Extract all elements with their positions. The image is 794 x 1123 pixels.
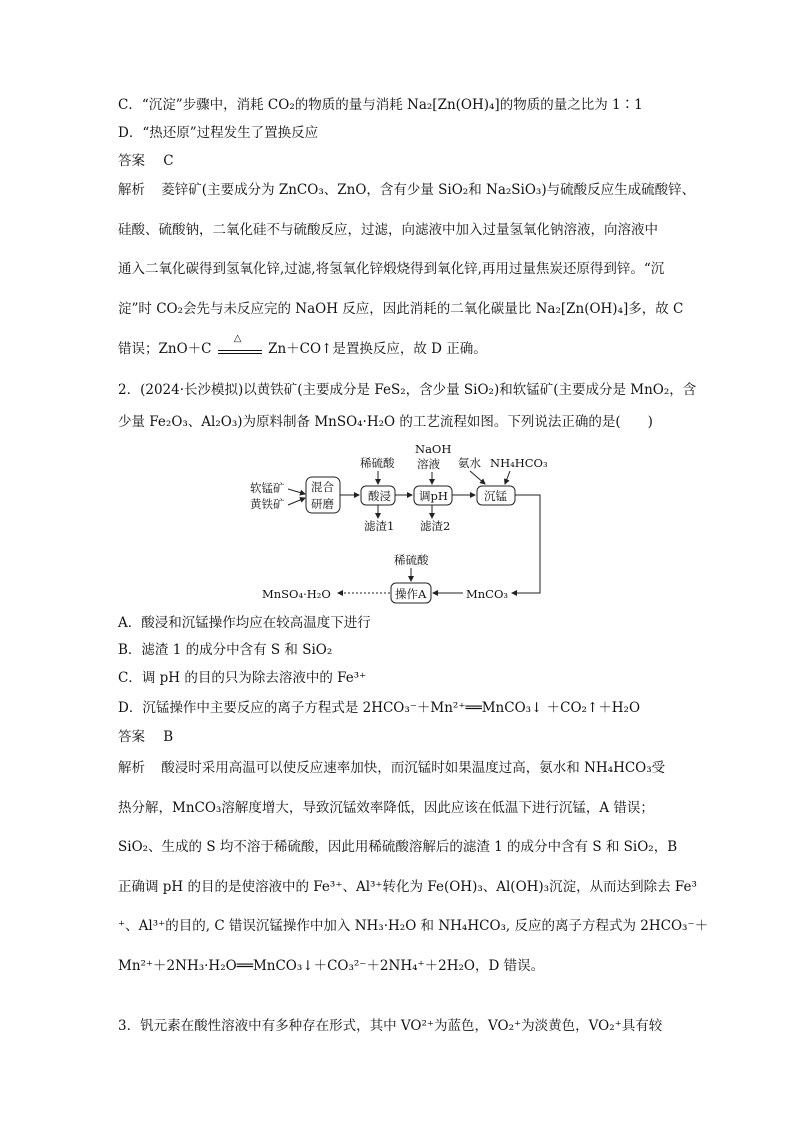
q3-stem-line: 3．钒元素在酸性溶液中有多种存在形式，其中 VO²⁺为蓝色，VO₂⁺为淡黄色，VO₂⁺具有较: [118, 1018, 663, 1034]
q2-analysis-line: SiO₂、生成的 S 均不溶于稀硫酸，因此用稀硫酸溶解后的滤渣 1 的成分中含有 S 和 SiO₂，B: [118, 839, 678, 855]
q1-answer: [118, 153, 174, 169]
q1-analysis-line-equation: 错误；ZnO＋C △ Zn＋CO↑是置换反应，故 D 正确。: [118, 332, 487, 357]
analysis-label: 解析: [118, 182, 145, 198]
process-flow-diagram: [0, 438, 794, 608]
reagent-naoh-solution: 溶液: [417, 457, 440, 471]
q1-analysis-line: 淀”时 CO₂会先与未反应完的 NaOH 反应，因此消耗的二氧化碳量比 Na₂[Zn(OH)₄]多，故 C: [118, 301, 684, 317]
q2-analysis-line: 解析 酸浸时采用高温可以使反应速率加快，而沉锰时如果温度过高，氨水和 NH₄HCO₃受: [118, 760, 666, 776]
intermediate-mnco3: MnCO₃: [466, 587, 509, 601]
input-pyrite: 黄铁矿: [250, 497, 285, 511]
answer-label: 答案: [118, 729, 145, 745]
answer-label: 答案: [118, 153, 145, 169]
box-mix-grind-line2: 研磨: [311, 497, 334, 511]
q1-analysis-line: 通入二氧化碳得到氢氧化锌,过滤,将氢氧化锌煅烧得到氧化锌,再用过量焦炭还原得到锌。“沉: [118, 261, 665, 277]
q2-option-a: A．酸浸和沉锰操作均应在较高温度下进行: [118, 615, 371, 631]
triangle-icon: △: [233, 332, 242, 344]
q2-analysis-line: 正确调 pH 的目的是使溶液中的 Fe³⁺、Al³⁺转化为 Fe(OH)₃、Al(OH)₃沉淀，从而达到除去 Fe³: [118, 879, 697, 895]
residue-1: 滤渣1: [364, 519, 395, 533]
q2-option-c: C．调 pH 的目的只为除去溶液中的 Fe³⁺: [118, 670, 367, 686]
input-soft-manganese-ore: 软锰矿: [250, 481, 285, 495]
reagent-dilute-h2so4-2: 稀硫酸: [394, 553, 429, 567]
q2-analysis-line: 热分解，MnCO₃溶解度增大，导致沉锰效率降低，因此应该在低温下进行沉锰，A 错误；: [118, 800, 654, 816]
q2-stem-line: 少量 Fe₂O₃、Al₂O₃)为原料制备 MnSO₄·H₂O 的工艺流程如图。下列说法正确的是( ): [118, 414, 653, 430]
q1-analysis-line: 硅酸、硫酸钠，二氧化硅不与硫酸反应，过滤，向滤液中加入过量氢氧化钠溶液，向溶液中: [118, 222, 658, 238]
q2-answer: [118, 729, 173, 745]
reagent-ammonia: 氨水: [458, 456, 481, 470]
q1-analysis-line: 解析 菱锌矿(主要成分为 ZnCO₃、ZnO，含有少量 SiO₂和 Na₂SiO₃)与硫酸反应生成硫酸锌、: [118, 182, 696, 198]
q2-analysis-line: Mn²⁺＋2NH₃·H₂O══MnCO₃↓＋CO₃²⁻＋2NH₄⁺＋2H₂O，D 错误。: [118, 958, 545, 974]
q2-analysis-line: ⁺、Al³⁺的目的, C 错误沉锰操作中加入 NH₃·H₂O 和 NH₄HCO₃, 反应的离子方程式为 2HCO₃⁻＋: [118, 918, 709, 934]
heating-condition-arrow: [218, 332, 262, 358]
box-acid-leach: 酸浸: [368, 489, 391, 503]
product-mnso4-h2o: MnSO₄·H₂O: [262, 587, 331, 601]
reagent-ammonium-bicarbonate: NH₄HCO₃: [490, 456, 548, 470]
answer-value: C: [163, 153, 174, 169]
q1-option-c: C．“沉淀”步骤中，消耗 CO₂的物质的量与消耗 Na₂[Zn(OH)₄]的物质的量之比为 1∶1: [118, 97, 643, 113]
box-operation-a: 操作A: [395, 587, 427, 601]
q2-option-b: B．滤渣 1 的成分中含有 S 和 SiO₂: [118, 642, 333, 658]
q2-option-d: D．沉锰操作中主要反应的离子方程式是 2HCO₃⁻＋Mn²⁺══MnCO₃↓ ＋CO₂↑＋H₂O: [118, 700, 641, 716]
answer-value: B: [163, 729, 174, 745]
reagent-dilute-h2so4: 稀硫酸: [360, 456, 395, 470]
residue-2: 滤渣2: [420, 519, 451, 533]
reagent-naoh: NaOH: [415, 442, 452, 456]
box-adjust-ph: 调pH: [419, 489, 448, 503]
box-mix-grind-line1: 混合: [311, 480, 334, 494]
analysis-label: 解析: [118, 760, 145, 776]
q1-option-d: D．“热还原”过程发生了置换反应: [118, 125, 319, 141]
q2-stem-line: 2．(2024·长沙模拟)以黄铁矿(主要成分是 FeS₂，含少量 SiO₂)和软锰矿(主要成分是 MnO₂，含: [118, 382, 697, 398]
box-precipitate-mn: 沉锰: [484, 489, 507, 503]
